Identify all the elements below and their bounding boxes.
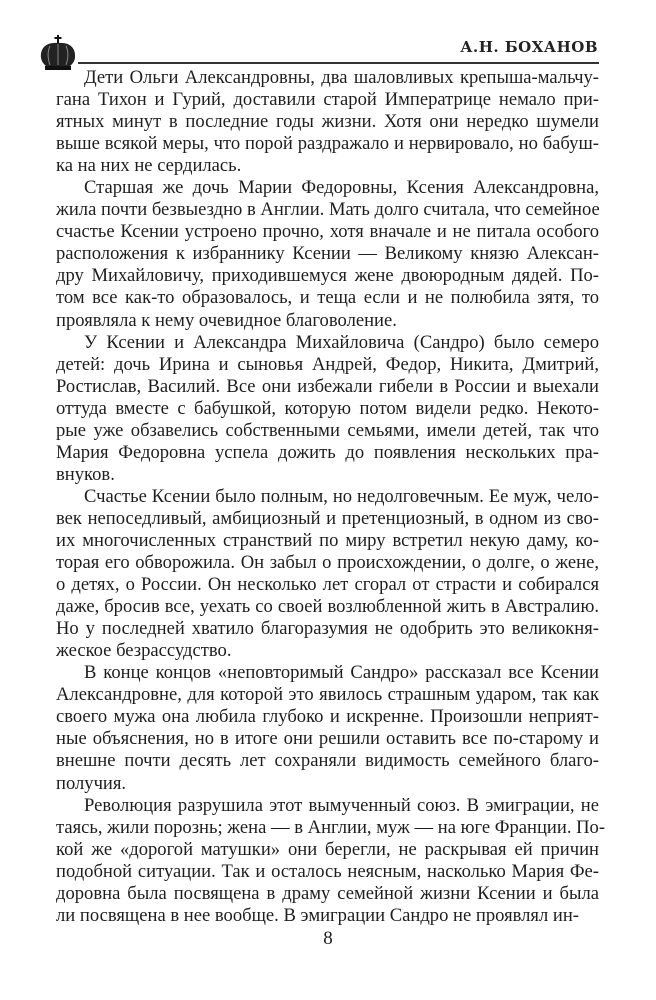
- text-line: их многочисленных странствий по миру встретил некую даму, ко-: [56, 529, 599, 551]
- paragraph: [56, 177, 599, 331]
- text-line: получия.: [56, 772, 127, 794]
- page-body-text: [56, 67, 606, 927]
- text-line: о детях, о России. Он несколько лет сгорал от страсти и собирался: [56, 574, 599, 596]
- text-line: доровна была посвящена в драму семейной жизни Ксении и была: [56, 882, 599, 904]
- text-line: подобной ситуации. Так и осталось неясным, насколько Мария Фе-: [56, 860, 599, 882]
- paragraph: [56, 662, 599, 794]
- text-line: дру Михайловичу, приходившемуся жене двоюродным дядей. По-: [56, 265, 599, 287]
- text-line: Счастье Ксении было полным, но недолговечным. Ее муж, чело-: [84, 485, 599, 507]
- text-line: ка на них не сердилась.: [56, 155, 242, 177]
- page-number: 8: [323, 928, 333, 949]
- text-line: рые уже обзавелись собственными семьями, имели детей, так что: [56, 419, 599, 441]
- text-line: век непоседливый, амбициозный и претенциозный, в одном из сво-: [56, 507, 599, 529]
- text-line: внешне почти десять лет сохраняли видимость семейного благо-: [56, 750, 599, 772]
- text-line: Старшая же дочь Марии Федоровны, Ксения Александровна,: [84, 177, 599, 199]
- text-line: том все как-то образовалось, и теща если и не полюбила зятя, то: [56, 287, 599, 309]
- text-line: ные объяснения, но в итоге они решили оставить все по-старому и: [56, 728, 599, 750]
- text-line: торая его обворожила. Он забыл о происхождении, о долге, о жене,: [56, 552, 599, 574]
- text-line: жеское безрассудство.: [56, 640, 232, 662]
- text-line: оттуда вместе с бабушкой, которую потом видели редко. Некото-: [56, 397, 599, 419]
- text-line: детей: дочь Ирина и сыновья Андрей, Федор, Никита, Дмитрий,: [56, 353, 599, 375]
- text-line: даже, бросив все, уехать со своей возлюбленной жить в Австралию.: [56, 596, 599, 618]
- text-line: гана Тихон и Гурий, доставили старой Императрице немало при-: [56, 89, 599, 111]
- text-line: кой же «дорогой матушки» они берегли, не раскрывая ей причин: [56, 838, 599, 860]
- text-line: Ростислав, Василий. Все они избежали гибели в России и выехали: [56, 375, 599, 397]
- text-line: В конце концов «неповторимый Сандро» рассказал все Ксении: [84, 662, 599, 684]
- text-line: Александровне, для которой это явилось страшным ударом, так как: [56, 684, 599, 706]
- text-line: Революция разрушила этот вымученный союз. В эмиграции, не: [84, 794, 599, 816]
- text-line: Мария Федоровна успела дожить до появления нескольких пра-: [56, 441, 599, 463]
- text-line: Но у последней хватило благоразумия не одобрить это великокня-: [56, 618, 599, 640]
- running-header-author: А.Н. БОХАНОВ: [460, 38, 598, 56]
- text-line: ятных минут в последние годы жизни. Хотя они нередко шумели: [56, 111, 599, 133]
- text-line: Дети Ольги Александровны, два шаловливых крепыша-мальчу-: [84, 67, 599, 88]
- text-line: ли посвящена в нее вообще. В эмиграции Сандро не проявлял ин-: [56, 904, 580, 926]
- text-line: выше всякой меры, что порой раздражало и нервировало, но бабуш-: [56, 133, 599, 155]
- text-line: своего мужа она любила глубоко и искренне. Произошли неприят-: [56, 706, 599, 728]
- paragraph: [56, 67, 599, 177]
- paragraph: [56, 332, 599, 486]
- text-line: жила почти безвыездно в Англии. Мать долго считала, что семейное: [56, 199, 600, 221]
- text-line: таясь, жили порознь; жена — в Англии, муж — на юге Франции. По-: [56, 816, 606, 838]
- text-line: внуков.: [56, 463, 115, 485]
- text-line: счастье Ксении устроено прочно, хотя вначале и не питала особого: [56, 221, 599, 243]
- text-line: проявляла к нему очевидное благоволение.: [56, 309, 397, 331]
- text-line: У Ксении и Александра Михайловича (Сандро) было семеро: [84, 331, 599, 353]
- text-line: расположения к избраннику Ксении — Великому князю Алексан-: [56, 243, 599, 265]
- header-rule: [78, 62, 599, 64]
- paragraph: [56, 486, 599, 662]
- paragraph: [56, 794, 606, 927]
